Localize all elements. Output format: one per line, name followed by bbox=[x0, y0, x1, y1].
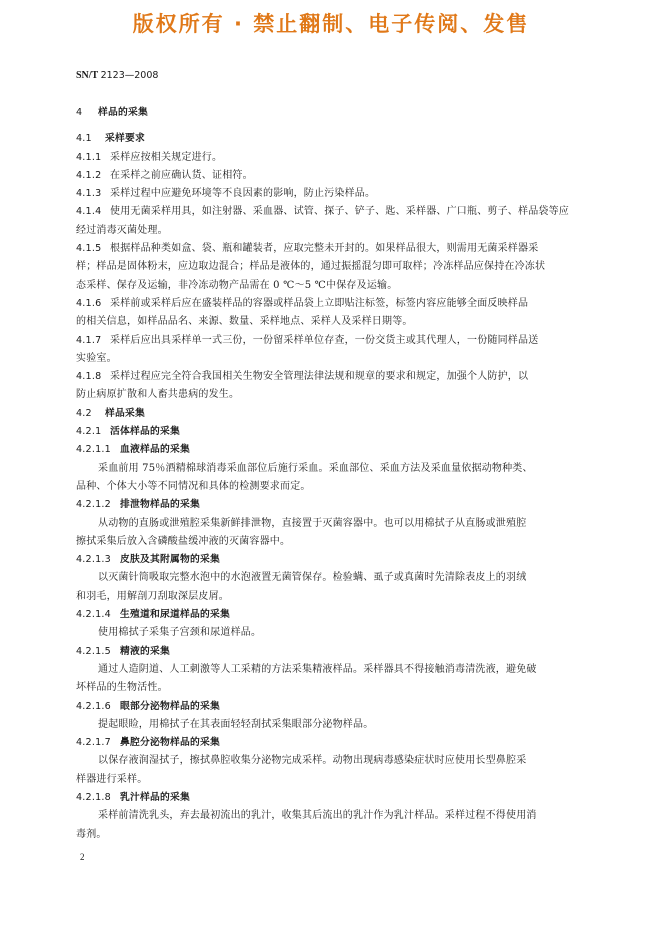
clause-number: 4.1.2 bbox=[76, 169, 102, 181]
standard-code-number: 2123—2008 bbox=[100, 70, 159, 81]
clause-continuation: 防止病原扩散和人畜共患病的发生。 bbox=[76, 389, 240, 401]
subsection-number: 4.1 bbox=[76, 133, 92, 145]
sample-text: 采血前用 75％酒精棉球消毒采血部位后施行采血。采血部位、采血方法及采血量依据动物种类、 bbox=[98, 462, 533, 474]
sample-text: 从动物的直肠或泄殖腔采集新鲜排泄物，直接置于灭菌容器中。也可以用棉拭子从直肠或泄殖腔 bbox=[98, 517, 527, 529]
sample-heading-title: 鼻腔分泌物样品的采集 bbox=[120, 737, 220, 749]
clause-line bbox=[76, 295, 586, 313]
section-title: 样品的采集 bbox=[98, 107, 148, 118]
sample-heading-number: 4.2.1.1 bbox=[76, 444, 111, 456]
sample-text-line bbox=[76, 515, 586, 533]
sample-text-line bbox=[76, 624, 586, 642]
sample-text: 提起眼睑，用棉拭子在其表面轻轻刮拭采集眼部分泌物样品。 bbox=[98, 718, 374, 730]
sample-clause-list bbox=[76, 441, 586, 844]
sample-heading-number: 4.2.1.6 bbox=[76, 700, 111, 712]
sample-heading-number: 4.2.1.7 bbox=[76, 737, 111, 749]
clause-continuation: 的相关信息，如样品品名、来源、数量、采样地点、采样人及采样日期等。 bbox=[76, 316, 413, 328]
clause-line bbox=[76, 368, 586, 386]
sample-text-line: 样器进行采样。 bbox=[76, 773, 148, 785]
sample-text-line: 毒剂。 bbox=[76, 828, 107, 840]
sample-heading-number: 4.2.1.8 bbox=[76, 791, 111, 803]
sample-heading bbox=[76, 551, 586, 569]
clause-line bbox=[76, 185, 586, 203]
sub-subsection-title: 活体样品的采集 bbox=[110, 426, 180, 438]
subsection-heading bbox=[76, 130, 586, 148]
sample-heading-number: 4.2.1.4 bbox=[76, 609, 111, 621]
subsection-heading bbox=[76, 405, 586, 423]
sub-subsection-number: 4.2.1 bbox=[76, 426, 102, 438]
clause-text: 采样过程中应避免环境等不良因素的影响，防止污染样品。 bbox=[110, 188, 376, 200]
clause-continuation: 样；样品是固体粉末，应边取边混合；样品是液体的，通过振摇混匀即可取样；冷冻样品应保持在冷冻状 bbox=[76, 261, 546, 273]
clause-text: 采样前或采样后应在盛装样品的容器或样品袋上立即贴注标签，标签内容应能够全面反映样品 bbox=[110, 297, 529, 309]
page-number: 2 bbox=[80, 852, 85, 862]
sample-heading-number: 4.2.1.3 bbox=[76, 554, 111, 566]
sample-text: 采样前清洗乳头，弃去最初流出的乳汁，收集其后流出的乳汁作为乳汁样品。采样过程不得使用消 bbox=[98, 810, 537, 822]
section-heading bbox=[76, 104, 586, 122]
sample-text: 通过人造阴道、人工刺激等人工采精的方法采集精液样品。采样器具不得接触消毒清洗液，避免破 bbox=[98, 663, 537, 675]
sample-text-line bbox=[76, 752, 586, 770]
clause-list bbox=[76, 149, 586, 405]
clause-number: 4.1.8 bbox=[76, 371, 102, 383]
subsection-number: 4.2 bbox=[76, 407, 92, 419]
clause-continuation: 态采样、保存及运输，非冷冻动物产品需在 0 ℃～5 ℃中保存及运输。 bbox=[76, 279, 398, 291]
sample-heading-title: 生殖道和尿道样品的采集 bbox=[120, 609, 230, 621]
clause-number: 4.1.1 bbox=[76, 151, 102, 163]
clause-number: 4.1.7 bbox=[76, 334, 102, 346]
clause-line bbox=[76, 240, 586, 258]
sample-heading-title: 眼部分泌物样品的采集 bbox=[120, 700, 220, 712]
clause-continuation: 实验室。 bbox=[76, 352, 117, 364]
sample-text: 使用棉拭子采集子宫颈和尿道样品。 bbox=[98, 627, 262, 639]
sample-heading bbox=[76, 496, 586, 514]
sample-heading-number: 4.2.1.2 bbox=[76, 499, 111, 511]
sample-heading-title: 血液样品的采集 bbox=[120, 444, 190, 456]
clause-number: 4.1.6 bbox=[76, 297, 102, 309]
subsection-title: 采样要求 bbox=[105, 133, 145, 145]
sample-heading bbox=[76, 606, 586, 624]
sample-heading bbox=[76, 789, 586, 807]
sample-heading-number: 4.2.1.5 bbox=[76, 645, 111, 657]
sample-text-line: 擦拭采集后放入含磷酸盐缓冲液的灭菌容器中。 bbox=[76, 535, 291, 547]
clause-line bbox=[76, 149, 586, 167]
copyright-banner: 版权所有 · 禁止翻制、电子传阅、发售 bbox=[132, 12, 530, 36]
standard-code-prefix: SN/T bbox=[76, 70, 99, 81]
sample-heading bbox=[76, 643, 586, 661]
sample-heading bbox=[76, 698, 586, 716]
clause-line bbox=[76, 203, 586, 221]
sample-text: 以灭菌针筒吸取完整水泡中的水泡液置无菌管保存。检验螨、虱子或真菌时先清除表皮上的羽绒 bbox=[98, 572, 527, 584]
document-body bbox=[76, 104, 586, 844]
sample-text-line bbox=[76, 807, 586, 825]
sample-text-line: 和羽毛，用解剖刀刮取深层皮屑。 bbox=[76, 590, 229, 602]
section-number: 4 bbox=[76, 107, 83, 118]
sample-heading-title: 精液的采集 bbox=[120, 645, 170, 657]
sample-text-line bbox=[76, 460, 586, 478]
clause-line bbox=[76, 332, 586, 350]
sample-heading-title: 乳汁样品的采集 bbox=[120, 791, 190, 803]
clause-text: 在采样之前应确认货、证相符。 bbox=[110, 169, 253, 181]
sample-text-line: 品种、个体大小等不同情况和具体的检测要求而定。 bbox=[76, 480, 311, 492]
clause-text: 使用无菌采样用具，如注射器、采血器、试管、探子、铲子、匙、采样器、广口瓶、剪子、样品袋等应 bbox=[110, 206, 569, 218]
clause-text: 根据样品种类如盒、袋、瓶和罐装者，应取完整未开封的。如果样品很大，则需用无菌采样器采 bbox=[110, 243, 539, 255]
sample-text-line bbox=[76, 569, 586, 587]
clause-number: 4.1.5 bbox=[76, 243, 102, 255]
sample-heading bbox=[76, 734, 586, 752]
clause-line bbox=[76, 167, 586, 185]
sub-subsection-heading bbox=[76, 423, 586, 441]
clause-number: 4.1.4 bbox=[76, 206, 102, 218]
subsection-title: 样品采集 bbox=[105, 407, 145, 419]
clause-text: 采样应按相关规定进行。 bbox=[110, 151, 223, 163]
sample-text-line: 坏样品的生物活性。 bbox=[76, 682, 168, 694]
clause-text: 采样过程应完全符合我国相关生物安全管理法律法规和规章的要求和规定，加强个人防护，以 bbox=[110, 371, 529, 383]
clause-text: 采样后应出具采样单一式三份，一份留采样单位存查，一份交货主或其代理人，一份随同样品送 bbox=[110, 334, 539, 346]
sample-heading-title: 皮肤及其附属物的采集 bbox=[120, 554, 220, 566]
standard-code bbox=[76, 70, 158, 81]
sample-heading bbox=[76, 441, 586, 459]
clause-number: 4.1.3 bbox=[76, 188, 102, 200]
sample-text: 以保存液润湿拭子，擦拭鼻腔收集分泌物完成采样。动物出现病毒感染症状时应使用长型鼻腔采 bbox=[98, 755, 527, 767]
clause-continuation: 经过消毒灭菌处理。 bbox=[76, 224, 168, 236]
sample-text-line bbox=[76, 716, 586, 734]
sample-text-line bbox=[76, 661, 586, 679]
sample-heading-title: 排泄物样品的采集 bbox=[120, 499, 200, 511]
